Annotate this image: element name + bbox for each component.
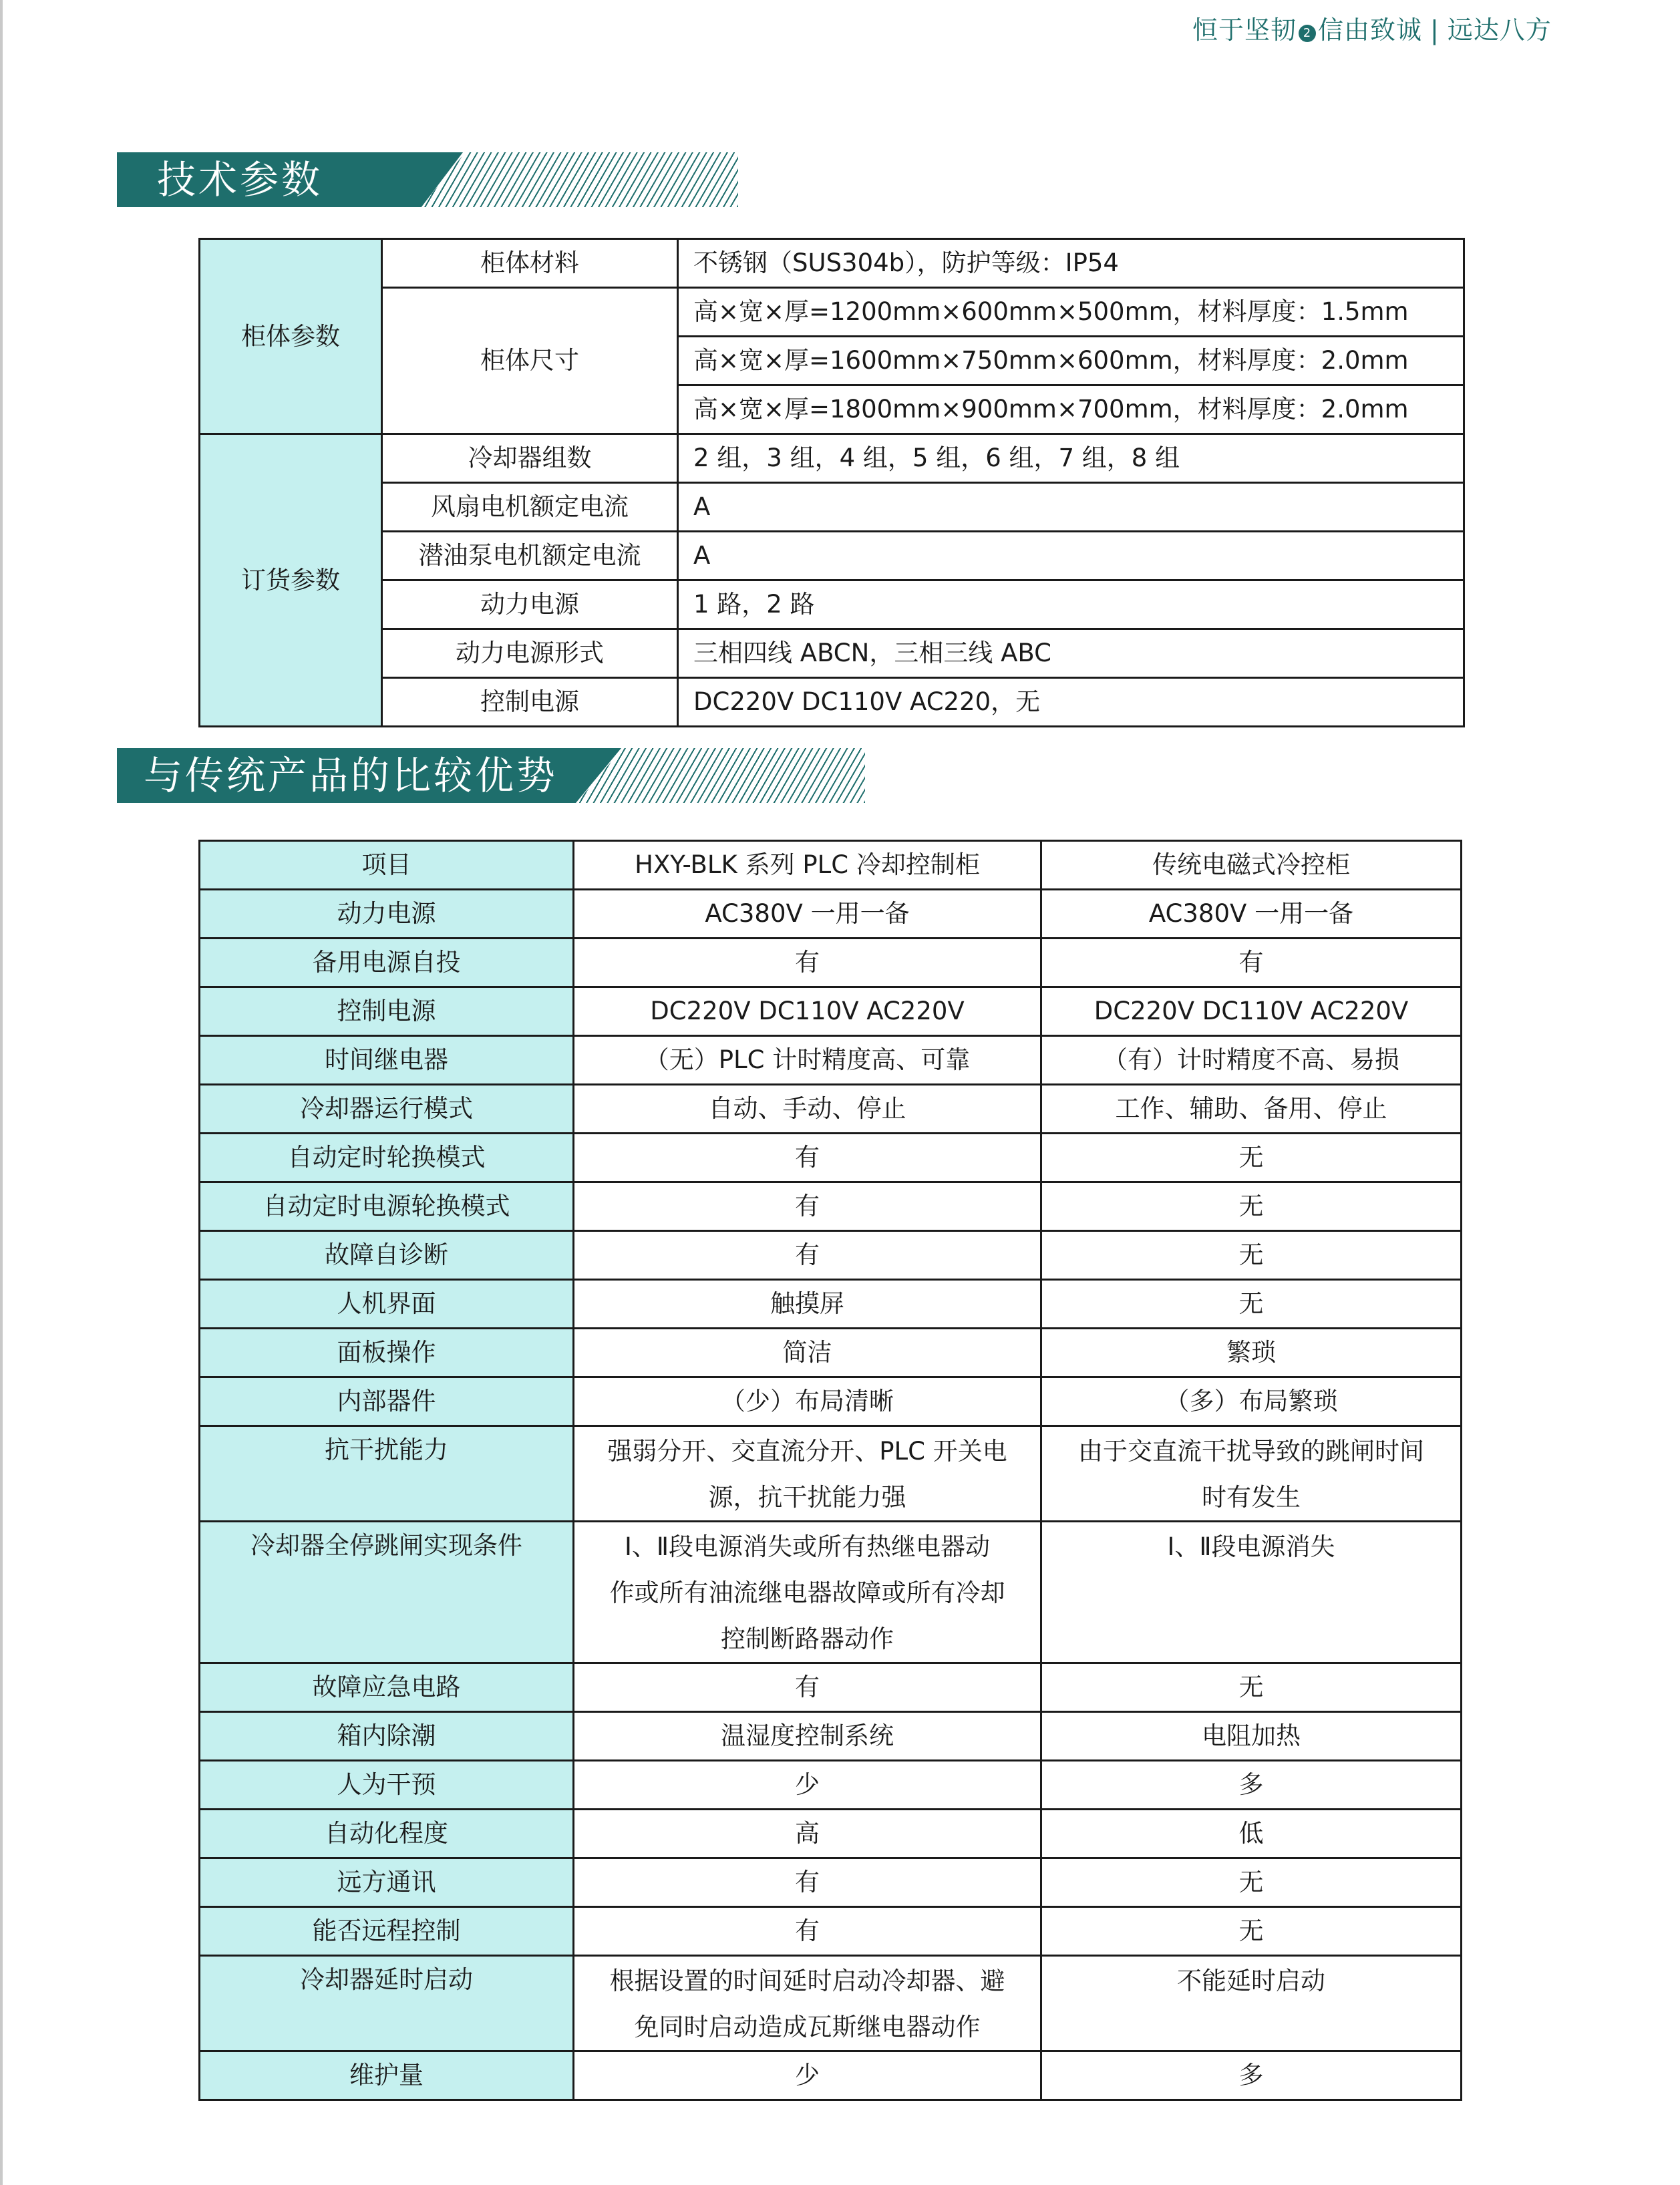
comparison-traditional-value: 电阻加热 [1041,1712,1462,1761]
comparison-plc-value [574,1426,1041,1522]
comparison-item-label: 动力电源 [200,890,574,939]
comparison-item-label: 能否远程控制 [200,1907,574,1956]
comparison-item-label: 面板操作 [200,1329,574,1377]
params-item-value: 高×宽×厚=1600mm×750mm×600mm，材料厚度：2.0mm [678,337,1464,385]
tagline-divider: | [1430,15,1440,45]
comparison-traditional-value: 低 [1041,1810,1462,1858]
comparison-plc-value: AC380V 一用一备 [574,890,1041,939]
params-item-value: 三相四线 ABCN，三相三线 ABC [678,629,1464,678]
section-title: 技术参数 [157,157,323,202]
comparison-traditional-value: 工作、辅助、备用、停止 [1041,1085,1462,1134]
params-item-value: 1 路，2 路 [678,580,1464,629]
comparison-item-label: 远方通讯 [200,1858,574,1907]
comparison-traditional-value: 有 [1041,939,1462,987]
params-row [200,239,1464,288]
params-row [200,629,1464,678]
comparison-traditional-value: DC220V DC110V AC220V [1041,987,1462,1036]
comparison-plc-value: 触摸屏 [574,1280,1041,1329]
comparison-plc-value: 简洁 [574,1329,1041,1377]
comparison-traditional-value: 多 [1041,1761,1462,1810]
comparison-plc-value: 有 [574,1182,1041,1231]
comparison-item-label: 自动定时电源轮换模式 [200,1182,574,1231]
comparison-row [200,1085,1462,1134]
comparison-row [200,987,1462,1036]
comparison-item-label: 抗干扰能力 [200,1426,574,1522]
comparison-plc-value: 自动、手动、停止 [574,1085,1041,1134]
params-row [200,483,1464,532]
comparison-row [200,1231,1462,1280]
comparison-item-label: 冷却器全停跳闸实现条件 [200,1522,574,1663]
params-item-value: A [678,532,1464,580]
params-item-value: A [678,483,1464,532]
comparison-value-line: Ⅰ、Ⅱ段电源消失 [1167,1532,1335,1561]
comparison-traditional-value: 无 [1041,1231,1462,1280]
params-row [200,434,1464,483]
comparison-traditional-value [1041,1426,1462,1522]
comparison-row [200,1134,1462,1182]
params-item-label: 柜体材料 [382,239,678,288]
comparison-plc-value: （无）PLC 计时精度高、可靠 [574,1036,1041,1085]
tagline-right: 远达八方 [1447,15,1552,45]
params-item-label: 冷却器组数 [382,434,678,483]
params-item-value: 不锈钢（SUS304b），防护等级：IP54 [678,239,1464,288]
comparison-row [200,1329,1462,1377]
params-item-label: 潜油泵电机额定电流 [382,532,678,580]
comparison-plc-value: DC220V DC110V AC220V [574,987,1041,1036]
comparison-plc-value [574,1522,1041,1663]
comparison-traditional-value: 无 [1041,1182,1462,1231]
comparison-traditional-value: 繁琐 [1041,1329,1462,1377]
comparison-item-label: 自动化程度 [200,1810,574,1858]
comparison-row [200,939,1462,987]
section-header-tech-params [117,152,738,207]
comparison-traditional-value: 无 [1041,1134,1462,1182]
comparison-row [200,1036,1462,1085]
comparison-traditional-value [1041,1956,1462,2051]
comparison-plc-value: 温湿度控制系统 [574,1712,1041,1761]
comparison-traditional-value: 无 [1041,1907,1462,1956]
comparison-traditional-value: 多 [1041,2051,1462,2100]
comparison-plc-value: 有 [574,1858,1041,1907]
comparison-column-header: 传统电磁式冷控柜 [1041,841,1462,890]
comparison-traditional-value: AC380V 一用一备 [1041,890,1462,939]
comparison-column-header: HXY-BLK 系列 PLC 冷却控制柜 [574,841,1041,890]
comparison-item-label: 箱内除潮 [200,1712,574,1761]
comparison-item-label: 控制电源 [200,987,574,1036]
comparison-item-label: 人机界面 [200,1280,574,1329]
params-group-label: 柜体参数 [200,239,382,434]
comparison-item-label: 自动定时轮换模式 [200,1134,574,1182]
params-row [200,288,1464,337]
params-item-label: 柜体尺寸 [382,288,678,434]
comparison-value-line: 不能延时启动 [1177,1967,1325,1995]
comparison-traditional-value [1041,1522,1462,1663]
comparison-row [200,1907,1462,1956]
tech-params-table [198,238,1465,727]
comparison-item-label: 人为干预 [200,1761,574,1810]
comparison-value-line: 强弱分开、交直流分开、PLC 开关电 [607,1437,1007,1466]
comparison-row [200,1182,1462,1231]
params-row [200,678,1464,727]
comparison-table [198,840,1462,2101]
comparison-header-row [200,841,1462,890]
hatch-decoration [576,748,865,803]
comparison-plc-value: 有 [574,1907,1041,1956]
section-header-comparison [117,748,865,803]
comparison-value-line: 控制断路器动作 [721,1625,894,1653]
comparison-value-line: 时有发生 [1202,1483,1301,1512]
comparison-value-line: 免同时启动造成瓦斯继电器动作 [634,2013,981,2041]
comparison-row [200,2051,1462,2100]
comparison-item-label: 维护量 [200,2051,574,2100]
comparison-plc-value: 有 [574,939,1041,987]
tagline-left: 恒于坚韧 [1192,15,1297,45]
comparison-row [200,1426,1462,1522]
comparison-item-label: 冷却器延时启动 [200,1956,574,2051]
comparison-plc-value: 有 [574,1663,1041,1712]
params-item-label: 动力电源形式 [382,629,678,678]
comparison-value-line: 根据设置的时间延时启动冷却器、避 [609,1967,1005,1995]
params-row [200,532,1464,580]
comparison-value-line: Ⅰ、Ⅱ段电源消失或所有热继电器动 [624,1532,991,1561]
comparison-plc-value: 少 [574,2051,1041,2100]
params-item-value: 高×宽×厚=1200mm×600mm×500mm，材料厚度：1.5mm [678,288,1464,337]
comparison-item-label: 内部器件 [200,1377,574,1426]
comparison-value-line: 作或所有油流继电器故障或所有冷却 [609,1578,1005,1607]
comparison-traditional-value: 无 [1041,1858,1462,1907]
section-title: 与传统产品的比较优势 [144,753,558,798]
page-edge-rule [0,0,3,2185]
comparison-row [200,1522,1462,1663]
comparison-row [200,1377,1462,1426]
comparison-plc-value [574,1956,1041,2051]
comparison-row [200,890,1462,939]
comparison-plc-value: 有 [574,1231,1041,1280]
comparison-value-line: 由于交直流干扰导致的跳闸时间 [1078,1437,1424,1466]
params-row [200,580,1464,629]
hatch-decoration [421,152,738,207]
tagline-mid: 信由致诚 [1318,15,1423,45]
comparison-plc-value: 少 [574,1761,1041,1810]
comparison-row [200,1956,1462,2051]
params-item-value: DC220V DC110V AC220，无 [678,678,1464,727]
comparison-traditional-value: （有）计时精度不高、易损 [1041,1036,1462,1085]
params-group-label: 订货参数 [200,434,382,727]
header-tagline [1192,9,1552,46]
comparison-row [200,1810,1462,1858]
comparison-column-header: 项目 [200,841,574,890]
comparison-item-label: 故障自诊断 [200,1231,574,1280]
comparison-item-label: 时间继电器 [200,1036,574,1085]
comparison-item-label: 冷却器运行模式 [200,1085,574,1134]
comparison-traditional-value: 无 [1041,1663,1462,1712]
comparison-plc-value: （少）布局清晰 [574,1377,1041,1426]
comparison-plc-value: 高 [574,1810,1041,1858]
comparison-item-label: 故障应急电路 [200,1663,574,1712]
comparison-row [200,1761,1462,1810]
tagline-mark-icon: 2 [1299,25,1316,42]
comparison-row [200,1858,1462,1907]
comparison-plc-value: 有 [574,1134,1041,1182]
params-item-label: 风扇电机额定电流 [382,483,678,532]
comparison-row [200,1712,1462,1761]
comparison-item-label: 备用电源自投 [200,939,574,987]
params-item-label: 动力电源 [382,580,678,629]
params-item-label: 控制电源 [382,678,678,727]
params-item-value: 高×宽×厚=1800mm×900mm×700mm，材料厚度：2.0mm [678,385,1464,434]
comparison-row [200,1280,1462,1329]
comparison-row [200,1663,1462,1712]
params-item-value: 2 组，3 组，4 组，5 组，6 组，7 组，8 组 [678,434,1464,483]
comparison-value-line: 源，抗干扰能力强 [708,1483,906,1512]
comparison-traditional-value: 无 [1041,1280,1462,1329]
comparison-traditional-value: （多）布局繁琐 [1041,1377,1462,1426]
